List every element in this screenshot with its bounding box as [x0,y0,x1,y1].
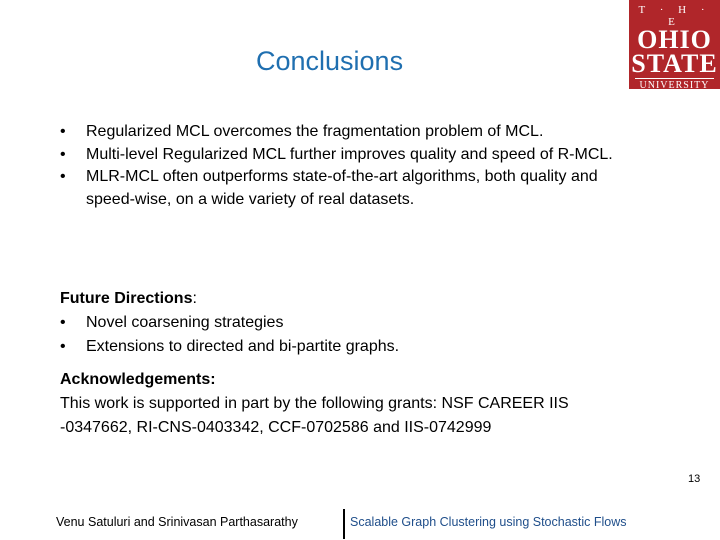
future-directions-section [60,287,620,359]
page-number: 13 [688,473,701,485]
logo-ohio-text: OHIO [637,25,712,54]
logo-the-text: T · H · E [638,4,711,28]
footer-talk-title: Scalable Graph Clustering using Stochastic Flows [350,515,627,529]
conclusion-item: • Multi-level Regularized MCL further improves quality and speed of R-MCL. [60,144,620,167]
logo-state-text: STATE [631,49,718,78]
future-heading-colon: : [192,290,197,307]
footer-divider [343,509,345,539]
ohio-state-logo [629,0,720,89]
future-directions-heading [60,287,620,311]
conclusion-item: • MLR-MCL often outperforms state-of-the-art algorithms, both quality and speed-wise, on a wide variety of real datasets. [60,166,620,211]
future-item: • Extensions to directed and bi-partite graphs. [60,335,620,359]
footer-authors: Venu Satuluri and Srinivasan Parthasarathy [56,515,298,529]
conclusions-list [60,121,620,211]
future-item: • Novel coarsening strategies [60,311,620,335]
logo-university-text: UNIVERSITY [635,78,714,92]
slide-title: Conclusions [256,46,404,76]
acknowledgements-heading: Acknowledgements: [60,371,216,388]
acknowledgements-text: This work is supported in part by the following grants: NSF CAREER IIS -0347662, RI-CNS-0403342, CCF-0702586 and IIS-0742999 [60,395,569,436]
acknowledgements-section [60,368,640,440]
conclusion-item: • Regularized MCL overcomes the fragmentation problem of MCL. [60,121,620,144]
future-heading-text: Future Directions [60,290,193,307]
